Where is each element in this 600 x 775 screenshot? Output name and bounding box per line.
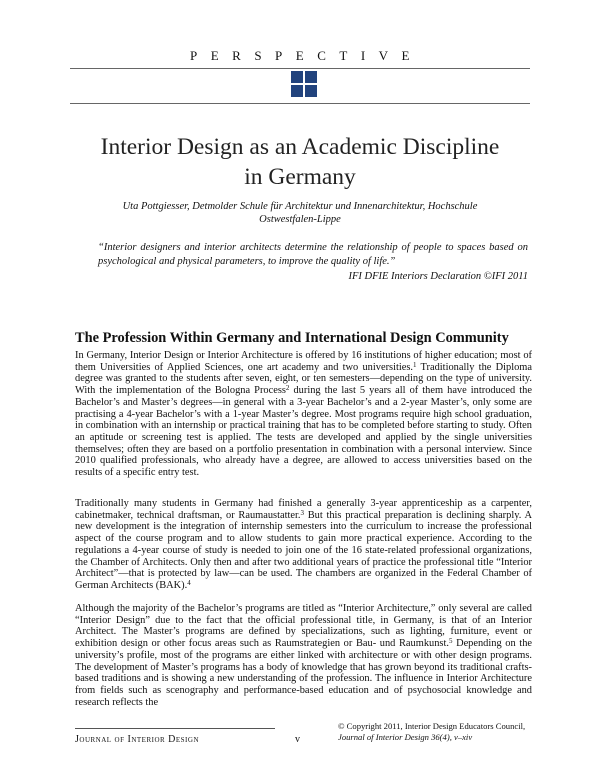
article-title — [60, 132, 540, 192]
epigraph-source: IFI DFIE Interiors Declaration ©IFI 2011 — [348, 271, 528, 282]
footnote-ref-2[interactable]: 2 — [285, 384, 290, 393]
citation-line: Journal of Interior Design 36(4), v–xiv — [338, 731, 473, 742]
p3-text-b: Depending on the university’s profile, most of the programs are either linked with architecture or with other design programs. The development of Master’s programs has a body of knowledge that has grown beyond its traditional crafts-based traditions and is showing a new understanding of the profession. The influence in Interior Architecture from fields such as scenography and performance-based education and of psychosocial knowledge and research reflects the — [75, 638, 532, 708]
window-grid-logo-icon — [291, 71, 317, 97]
page-number: v — [295, 734, 300, 745]
p3-text-a: Although the majority of the Bachelor’s programs are titled as “Interior Architecture,” only several are called “Interior Design” due to the fact that the official professional title, in Germany, is that of an Interior Architect. The Master’s programs are defined by specializations, such as lighting, furniture, event or exhibition design or other focus areas such as Raumstrategien or Bau- und Raumkunst. — [75, 603, 532, 650]
p1-text-b: Traditionally the Diploma degree was granted to the students after seven, eight, or ten semesters—depending on the type of university. With the implementation of the Bologna Process — [75, 361, 532, 397]
epigraph-quote: “Interior designers and interior architects determine the relationship of people to spaces based on psychological and physical parameters, to improve the quality of life.” — [98, 242, 528, 267]
paragraph-3 — [75, 603, 532, 708]
title-line-2: in Germany — [244, 164, 356, 190]
footer-copyright-block — [338, 721, 538, 742]
section-label: PERSPECTIVE — [189, 48, 423, 63]
author-line-1: Uta Pottgiesser, Detmolder Schule für Architektur und Innenarchitektur, Hochschule — [122, 201, 478, 212]
author-line-2: Ostwestfalen-Lippe — [259, 214, 341, 225]
author-affiliation — [110, 200, 490, 226]
header-rule — [70, 68, 530, 69]
p2-text-a: Traditionally many students in Germany had finished a generally 3-year apprenticeship as a carpenter, cabinetmaker, technical draftsman, or Raumaustatter. — [75, 498, 532, 521]
paragraph-1 — [75, 350, 532, 479]
p2-text-b: But this practical preparation is declining sharply. A new development is the integration of internship semesters into the curriculum to increase the professional aspect of the course program and to allow students to gain more practical experience. According to the regulations a 4-year course of study is needed to join one of the 16 state-related professional organizations, the Chamber of Architects. Only then and after two additional years of practice the professional title “Interior Architect”—that is protected by law—can be used. The chambers are organized in the Federal Chamber of German Architects (BAK). — [75, 509, 533, 591]
footnote-ref-5[interactable]: 5 — [448, 637, 453, 646]
p1-text-a: In Germany, Interior Design or Interior Architecture is offered by 16 institutions of higher education; most of them Universities of Applied Sciences, one art academy and two universities. — [75, 350, 532, 373]
paragraph-2 — [75, 498, 532, 592]
title-line-1: Interior Design as an Academic Discipline — [100, 134, 500, 160]
header-rule-lower — [70, 103, 530, 104]
footnote-ref-1[interactable]: 1 — [412, 360, 417, 369]
footnote-ref-3[interactable]: 3 — [300, 508, 304, 517]
section-heading: The Profession Within Germany and International Design Community — [75, 330, 509, 346]
copyright-line: © Copyright 2011, Interior Design Educators Council, — [338, 721, 526, 731]
p1-text-c: during the last 5 years all of them have introduced the Bachelor’s and Master’s degrees—in general with a 3-year Bachelor’s and a 2-year Master’s, only some are practising a 4-year Bachelor’s with a 1-year Master’s degree. Most programs require high school graduation, in combination with an internship or practical training that has to be completed before starting to study. Often an aptitude or screening test is applied. The tests are developed and applied by the single universities themselves; often they are based on a portfolio presentation in combination with a personal interview. Since 2010 qualified professionals, who already have a degree, are allowed to access universities based on the results of a specific entry test. — [75, 385, 532, 479]
footnote-ref-4[interactable]: 4 — [187, 578, 191, 587]
footer-journal-name: Journal of Interior Design — [75, 734, 199, 745]
footer-rule — [75, 728, 275, 729]
